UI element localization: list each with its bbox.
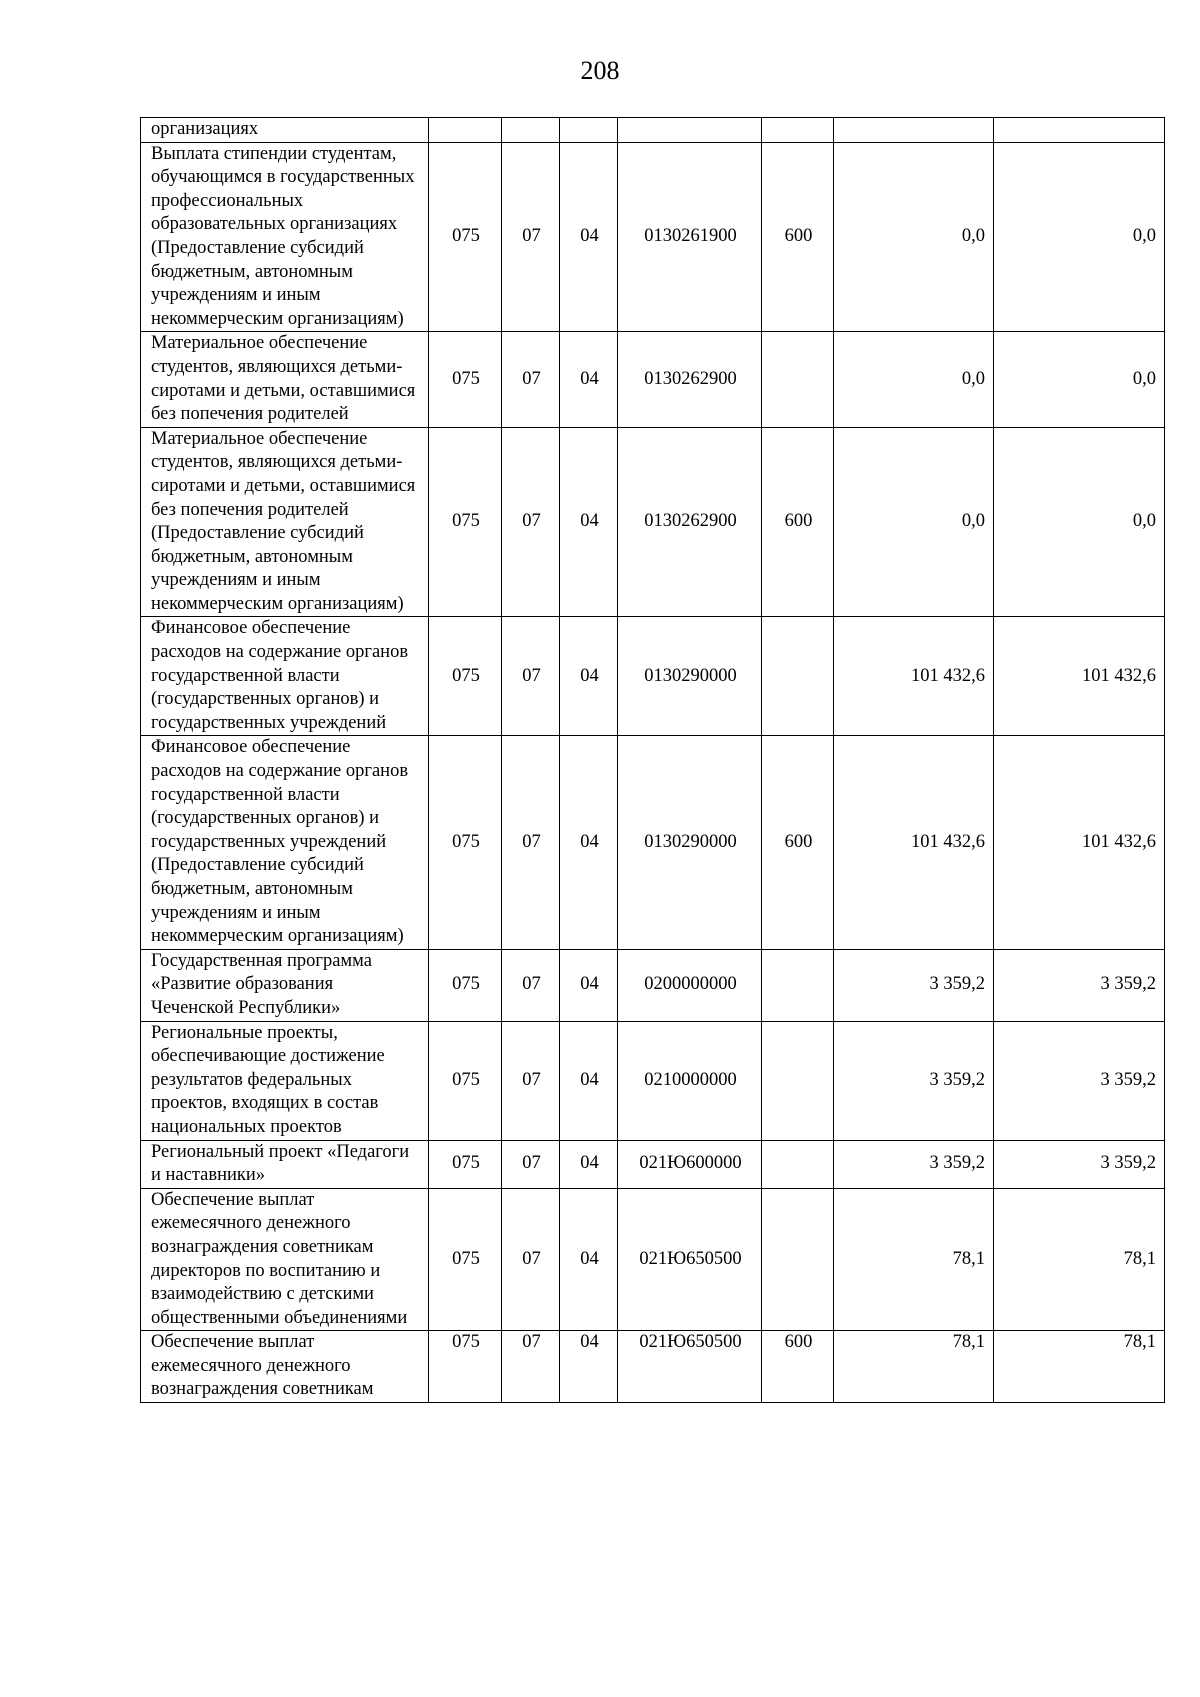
item-name-cell: Финансовое обеспечение расходов на содержание органов государственной власти (государственных органов) и государственных учреждений [141,617,429,736]
expense-type-cell [762,617,834,736]
target-article-cell: 021Ю650500 [618,1188,762,1331]
amount-year1-cell: 0,0 [834,332,994,427]
table-row [141,1140,1165,1188]
target-article-cell: 021Ю650500 [618,1331,762,1403]
gr-code-cell: 075 [429,427,502,617]
table-row [141,949,1165,1021]
subsection-cell: 04 [560,949,618,1021]
amount-year2-cell: 78,1 [994,1188,1165,1331]
section-cell: 07 [502,427,560,617]
amount-year1-cell [834,118,994,143]
target-article-cell: 0210000000 [618,1021,762,1140]
gr-code-cell: 075 [429,617,502,736]
subsection-cell: 04 [560,427,618,617]
table-row [141,1331,1165,1403]
amount-year2-cell: 3 359,2 [994,949,1165,1021]
expense-type-cell: 600 [762,142,834,332]
expense-type-cell [762,332,834,427]
item-name-cell: Обеспечение выплат ежемесячного денежного вознаграждения советникам директоров по воспитанию и взаимодействию с детскими общественными объединениями [141,1188,429,1331]
item-name-cell: Финансовое обеспечение расходов на содержание органов государственной власти (государственных органов) и государственных учреждений (Предоставление субсидий бюджетным, автономным учреждениям и иным некоммерческим организациям) [141,736,429,949]
gr-code-cell: 075 [429,1331,502,1403]
subsection-cell: 04 [560,1140,618,1188]
target-article-cell: 0200000000 [618,949,762,1021]
page-number: 208 [580,56,620,85]
gr-code-cell: 075 [429,949,502,1021]
table-row [141,1021,1165,1140]
item-name-cell: Региональные проекты, обеспечивающие достижение результатов федеральных проектов, входящих в состав национальных проектов [141,1021,429,1140]
table-row [141,118,1165,143]
gr-code-cell: 075 [429,1021,502,1140]
section-cell [502,118,560,143]
expense-type-cell [762,118,834,143]
subsection-cell: 04 [560,142,618,332]
section-cell: 07 [502,617,560,736]
section-cell: 07 [502,1188,560,1331]
expense-type-cell [762,949,834,1021]
subsection-cell: 04 [560,617,618,736]
amount-year2-cell: 101 432,6 [994,617,1165,736]
table-row [141,142,1165,332]
section-cell: 07 [502,949,560,1021]
amount-year1-cell: 78,1 [834,1188,994,1331]
amount-year2-cell: 101 432,6 [994,736,1165,949]
amount-year1-cell: 78,1 [834,1331,994,1403]
table-row [141,332,1165,427]
subsection-cell: 04 [560,332,618,427]
item-name-cell: Государственная программа «Развитие образования Чеченской Республики» [141,949,429,1021]
expense-type-cell [762,1021,834,1140]
amount-year1-cell: 0,0 [834,427,994,617]
expense-type-cell: 600 [762,736,834,949]
section-cell: 07 [502,1140,560,1188]
expense-type-cell [762,1140,834,1188]
gr-code-cell: 075 [429,142,502,332]
item-name-cell: Региональный проект «Педагоги и наставники» [141,1140,429,1188]
amount-year1-cell: 0,0 [834,142,994,332]
amount-year2-cell: 3 359,2 [994,1140,1165,1188]
target-article-cell: 0130290000 [618,617,762,736]
amount-year1-cell: 3 359,2 [834,1021,994,1140]
amount-year2-cell: 3 359,2 [994,1021,1165,1140]
table-row [141,427,1165,617]
amount-year1-cell: 3 359,2 [834,1140,994,1188]
budget-table [140,117,1165,1403]
target-article-cell: 021Ю600000 [618,1140,762,1188]
item-name-cell: Обеспечение выплат ежемесячного денежного вознаграждения советникам [141,1331,429,1403]
item-name-cell: Материальное обеспечение студентов, являющихся детьми-сиротами и детьми, оставшимися без попечения родителей [141,332,429,427]
section-cell: 07 [502,1021,560,1140]
item-name-cell: Выплата стипендии студентам, обучающимся в государственных профессиональных образовательных организациях (Предоставление субсидий бюджетным, автономным учреждениям и иным некоммерческим организациям) [141,142,429,332]
gr-code-cell [429,118,502,143]
amount-year1-cell: 101 432,6 [834,736,994,949]
table-row [141,617,1165,736]
amount-year2-cell: 78,1 [994,1331,1165,1403]
item-name-cell: Материальное обеспечение студентов, являющихся детьми-сиротами и детьми, оставшимися без попечения родителей (Предоставление субсидий бюджетным, автономным учреждениям и иным некоммерческим организациям) [141,427,429,617]
amount-year2-cell: 0,0 [994,332,1165,427]
amount-year2-cell [994,118,1165,143]
target-article-cell: 0130262900 [618,332,762,427]
target-article-cell: 0130261900 [618,142,762,332]
amount-year2-cell: 0,0 [994,142,1165,332]
section-cell: 07 [502,332,560,427]
gr-code-cell: 075 [429,1140,502,1188]
table-row [141,736,1165,949]
expense-type-cell [762,1188,834,1331]
gr-code-cell: 075 [429,1188,502,1331]
expense-type-cell: 600 [762,1331,834,1403]
gr-code-cell: 075 [429,332,502,427]
section-cell: 07 [502,142,560,332]
subsection-cell: 04 [560,1188,618,1331]
subsection-cell [560,118,618,143]
amount-year1-cell: 101 432,6 [834,617,994,736]
amount-year2-cell: 0,0 [994,427,1165,617]
expense-type-cell: 600 [762,427,834,617]
target-article-cell: 0130262900 [618,427,762,617]
table-row [141,1188,1165,1331]
subsection-cell: 04 [560,736,618,949]
subsection-cell: 04 [560,1331,618,1403]
subsection-cell: 04 [560,1021,618,1140]
budget-table-body [141,118,1165,1403]
item-name-cell: организациях [141,118,429,143]
section-cell: 07 [502,736,560,949]
section-cell: 07 [502,1331,560,1403]
gr-code-cell: 075 [429,736,502,949]
amount-year1-cell: 3 359,2 [834,949,994,1021]
target-article-cell [618,118,762,143]
target-article-cell: 0130290000 [618,736,762,949]
